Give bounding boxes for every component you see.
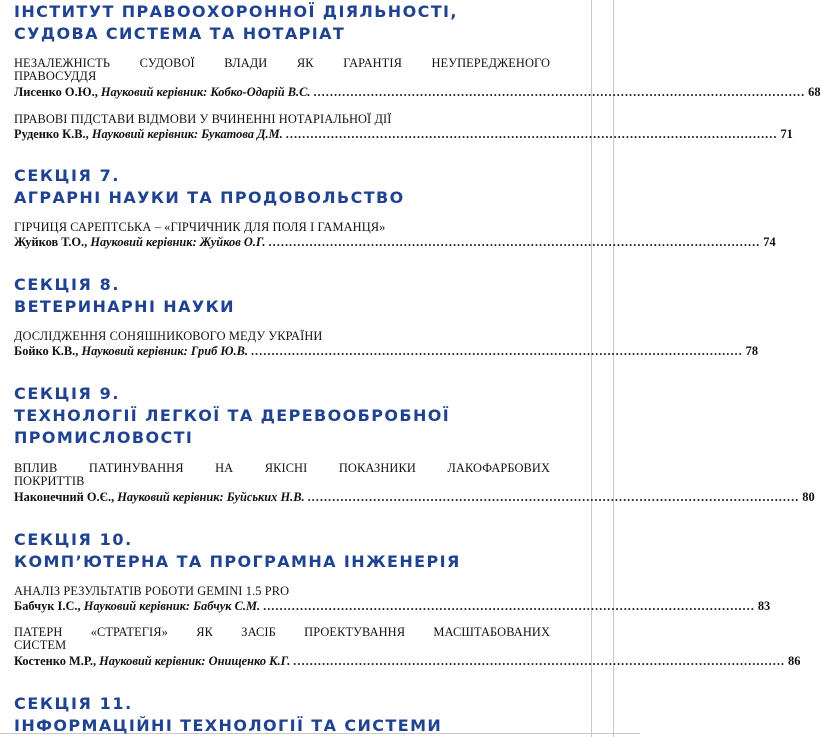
toc-entry[interactable] [14,654,801,668]
entry-title-continued: ПОКРИТТІВ [14,474,85,488]
entry-title: НЕЗАЛЕЖНІСТЬ СУДОВОЇ ВЛАДИ ЯК ГАРАНТІЯ НЕУПЕРЕДЖЕНОГО [14,56,550,70]
section-number: СЕКЦІЯ 9. [14,384,121,403]
entry-title: ДОСЛІДЖЕННЯ СОНЯШНИКОВОГО МЕДУ УКРАЇНИ [14,329,323,343]
entry-author: Жуйков Т.О., [14,235,88,249]
page-edge-line-outer [613,0,614,737]
entry-author: Бойко К.В., [14,344,79,358]
entry-author: Руденко К.В., [14,127,89,141]
toc-entry[interactable] [14,344,759,358]
entry-page-number: 71 [780,127,793,141]
entry-title: ГІРЧИЦЯ САРЕПТСЬКА – «ГІРЧИЧНИК ДЛЯ ПОЛЯ І ГАМАНЦЯ» [14,220,386,234]
entry-supervisor: Науковий керівник: Жуйков О.Г. [90,235,266,249]
entry-supervisor: Науковий керівник: Буйських Н.В. [117,490,305,504]
entry-title-continued: ПРАВОСУДДЯ [14,69,97,83]
section-title: АГРАРНІ НАУКИ ТА ПРОДОВОЛЬСТВО [14,188,405,207]
section-title: ТЕХНОЛОГІЇ ЛЕГКОЇ ТА ДЕРЕВООБРОБНОЇ [14,406,451,425]
entry-page-number: 68 [808,85,821,99]
entry-title-continued: СИСТЕМ [14,638,67,652]
dot-leader: ........................................................................................................................ [285,127,778,141]
section-heading-line: СУДОВА СИСТЕМА ТА НОТАРІАТ [14,24,346,43]
dot-leader: ........................................................................................................................ [263,599,755,613]
entry-page-number: 83 [757,599,771,613]
toc-entry[interactable] [14,490,815,504]
toc-entry[interactable] [14,127,793,141]
section-title: ВЕТЕРИНАРНІ НАУКИ [14,297,235,316]
entry-title: ПРАВОВІ ПІДСТАВИ ВІДМОВИ У ВЧИНЕННІ НОТАРІАЛЬНОЇ ДІЇ [14,112,392,126]
dot-leader: ........................................................................................................................ [268,235,761,249]
entry-supervisor: Науковий керівник: Бабчук С.М. [83,599,261,613]
toc-entry[interactable] [14,235,776,249]
entry-author: Наконечний О.Є., [14,490,115,504]
dot-leader: ........................................................................................................................ [250,344,743,358]
dot-leader: ........................................................................................................................ [293,654,786,668]
section-number: СЕКЦІЯ 10. [14,530,133,549]
toc-entry[interactable] [14,599,771,613]
section-title-continued: ПРОМИСЛОВОСТІ [14,428,194,447]
entry-page-number: 80 [802,490,815,504]
entry-author: Костенко М.Р., [14,654,97,668]
toc-entry[interactable] [14,85,821,99]
page-edge-line [591,0,592,737]
entry-page-number: 86 [788,654,801,668]
entry-supervisor: Науковий керівник: Онищенко К.Г. [99,654,291,668]
section-title: КОМП’ЮТЕРНА ТА ПРОГРАМНА ІНЖЕНЕРІЯ [14,552,461,571]
entry-title: ПАТЕРН «СТРАТЕГІЯ» ЯК ЗАСІБ ПРОЕКТУВАННЯ МАСШТАБОВАНИХ [14,625,550,639]
entry-supervisor: Науковий керівник: Гриб Ю.В. [81,344,248,358]
entry-page-number: 74 [763,235,776,249]
entry-supervisor: Науковий керівник: Кобко-Одарій В.С. [100,85,311,99]
entry-author: Бабчук І.С., [14,599,81,613]
entry-author: Лисенко О.Ю., [14,85,98,99]
entry-supervisor: Науковий керівник: Букатова Д.М. [91,127,283,141]
dot-leader: ........................................................................................................................ [313,85,806,99]
section-number: СЕКЦІЯ 8. [14,275,121,294]
entry-title: АНАЛІЗ РЕЗУЛЬТАТІВ РОБОТИ GEMINI 1.5 PRO [14,584,290,598]
section-heading-line: ІНСТИТУТ ПРАВООХОРОННОЇ ДІЯЛЬНОСТІ, [14,2,458,21]
section-number: СЕКЦІЯ 11. [14,694,133,713]
dot-leader: ........................................................................................................................ [307,490,800,504]
section-title: ІНФОРМАЦІЙНІ ТЕХНОЛОГІЇ ТА СИСТЕМИ [14,716,443,735]
entry-page-number: 78 [745,344,759,358]
section-number: СЕКЦІЯ 7. [14,166,121,185]
entry-title: ВПЛИВ ПАТИНУВАННЯ НА ЯКІСНІ ПОКАЗНИКИ ЛАКОФАРБОВИХ [14,461,550,475]
